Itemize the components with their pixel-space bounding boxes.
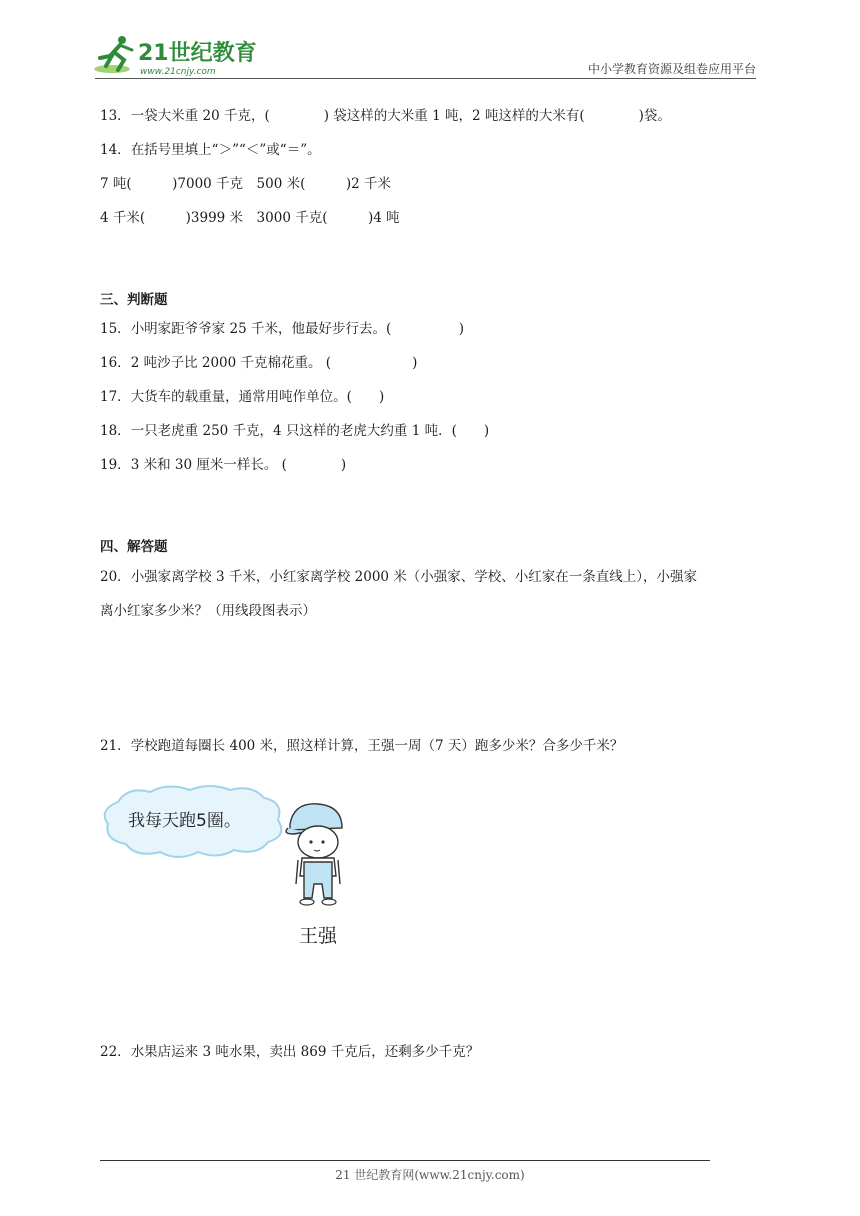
question-19 [100, 455, 346, 475]
question-number: 21． [100, 738, 131, 754]
question-20-line-2: 离小红家多少米？（用线段图表示） [100, 603, 316, 619]
question-22 [100, 1042, 479, 1062]
question-17 [100, 387, 384, 407]
svg-text:我每天跑5圈。: 我每天跑5圈。 [128, 811, 241, 831]
question-14-row-1: 7 吨( )7000 千克 500 米( )2 千米 [100, 176, 392, 192]
question-text: 小强家离学校 3 千米，小红家离学校 2000 米（小强家、学校、小红家在一条直线上），小强家 [130, 569, 698, 585]
logo [92, 34, 262, 80]
question-text: 大货车的载重量，通常用吨作单位。( ) [130, 389, 385, 405]
question-number: 20． [100, 569, 131, 585]
question-number: 15． [100, 321, 131, 337]
question-14-row-2: 4 千米( )3999 米 3000 千克( )4 吨 [100, 210, 400, 226]
question-20-line-1 [100, 567, 697, 587]
question-text: 小明家距爷爷家 25 千米，他最好步行去。( ) [130, 321, 464, 337]
svg-text:21世纪教育: 21世纪教育 [138, 41, 257, 66]
boy-illustration [98, 780, 358, 960]
question-number: 16． [100, 355, 131, 371]
question-number: 17． [100, 389, 131, 405]
section-heading-solutions: 四、解答题 [100, 539, 168, 555]
question-text: 一只老虎重 250 千克，4 只这样的老虎大约重 1 吨．( ) [130, 423, 490, 439]
question-number: 19． [100, 457, 131, 473]
question-21 [100, 736, 623, 756]
question-number: 13． [100, 108, 131, 124]
boy-figure [286, 804, 342, 905]
question-13 [100, 106, 671, 126]
question-text: 在括号里填上“＞”“＜”或“＝”。 [130, 142, 321, 158]
question-number: 14． [100, 142, 131, 158]
question-14 [100, 140, 321, 160]
question-text: 一袋大米重 20 千克，( ) 袋这样的大米重 1 吨，2 吨这样的大米有( )袋。 [130, 108, 671, 124]
runner-icon [94, 36, 132, 73]
header-divider [95, 78, 756, 79]
section-heading-judgement: 三、判断题 [100, 292, 168, 308]
platform-title: 中小学教育资源及组卷应用平台 [587, 62, 756, 76]
question-text: 水果店运来 3 吨水果，卖出 869 千克后，还剩多少千克？ [130, 1044, 480, 1060]
footer-link[interactable]: 21 世纪教育网(www.21cnjy.com) [335, 1168, 525, 1182]
question-15 [100, 319, 464, 339]
question-16 [100, 353, 417, 373]
question-text: 学校跑道每圈长 400 米，照这样计算，王强一周（7 天）跑多少米？合多少千米？ [130, 738, 624, 754]
footer-divider [100, 1160, 710, 1161]
question-18 [100, 421, 489, 441]
svg-text:www.21cnjy.com: www.21cnjy.com [140, 67, 216, 77]
question-text: 2 吨沙子比 2000 千克棉花重。 ( ) [130, 355, 418, 371]
question-number: 22． [100, 1044, 131, 1060]
question-text: 3 米和 30 厘米一样长。 ( ) [130, 457, 347, 473]
speech-bubble [105, 786, 282, 857]
boy-name: 王强 [299, 925, 338, 947]
question-number: 18． [100, 423, 131, 439]
